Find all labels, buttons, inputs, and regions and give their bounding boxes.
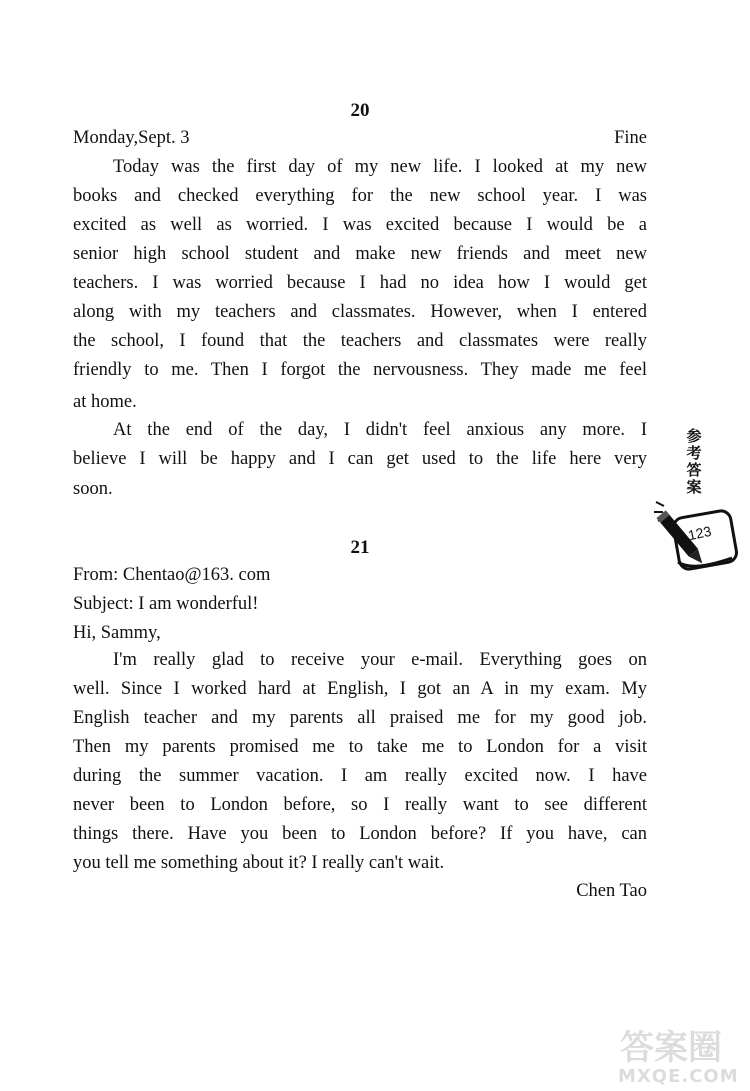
email-signature: Chen Tao bbox=[576, 881, 647, 901]
text-line: along with my teachers and classmates. However, when I entered bbox=[73, 302, 647, 322]
watermark-logo bbox=[610, 1020, 750, 1090]
text-line: excited as well as worried. I was excited because I would be a bbox=[73, 215, 647, 235]
text-line: I'm really glad to receive your e-mail. Everything goes on bbox=[113, 650, 647, 670]
label-char: 参 bbox=[686, 427, 702, 445]
text-line: believe I will be happy and I can get used to the life here very bbox=[73, 449, 647, 469]
label-char: 案 bbox=[686, 478, 702, 496]
text-line: At the end of the day, I didn't feel anxious any more. I bbox=[113, 420, 647, 440]
answer-key-side-tab bbox=[652, 428, 742, 578]
text-line: teachers. I was worried because I had no idea how I would get bbox=[73, 273, 647, 293]
text-line: well. Since I worked hard at English, I got an A in my exam. My bbox=[73, 679, 647, 699]
text-line: things there. Have you been to London before? If you have, can bbox=[73, 824, 647, 844]
diary-header bbox=[73, 128, 647, 148]
text-line: during the summer vacation. I am really excited now. I have bbox=[73, 766, 647, 786]
email-greeting: Hi, Sammy, bbox=[73, 623, 161, 643]
text-line: never been to London before, so I really want to see different bbox=[73, 795, 647, 815]
diary-weather: Fine bbox=[614, 128, 647, 148]
email-from: From: Chentao@163. com bbox=[73, 565, 271, 585]
diary-date: Monday,Sept. 3 bbox=[73, 128, 190, 148]
text-line: soon. bbox=[73, 479, 113, 499]
label-char: 答 bbox=[686, 461, 702, 479]
text-line: friendly to me. Then I forgot the nervousness. They made me feel bbox=[73, 360, 647, 380]
text-line: the school, I found that the teachers and classmates were really bbox=[73, 331, 647, 351]
section-20-number: 20 bbox=[350, 100, 370, 121]
page-number: 123 bbox=[686, 522, 713, 544]
text-line: senior high school student and make new friends and meet new bbox=[73, 244, 647, 264]
watermark-bottom-text: MXQE.COM bbox=[618, 1066, 739, 1087]
text-line: Then my parents promised me to take me to London for a visit bbox=[73, 737, 647, 757]
answer-key-label bbox=[684, 428, 704, 496]
text-line: English teacher and my parents all praised me for my good job. bbox=[73, 708, 647, 728]
text-line: Today was the first day of my new life. I looked at my new bbox=[113, 157, 647, 177]
email-subject: Subject: I am wonderful! bbox=[73, 594, 259, 614]
label-char: 考 bbox=[686, 444, 702, 462]
section-21-number: 21 bbox=[350, 537, 370, 558]
watermark-top-text: 答案圈 bbox=[620, 1028, 722, 1068]
text-line: at home. bbox=[73, 392, 137, 412]
text-line: you tell me something about it? I really can't wait. bbox=[73, 853, 445, 873]
text-line: books and checked everything for the new school year. I was bbox=[73, 186, 647, 206]
